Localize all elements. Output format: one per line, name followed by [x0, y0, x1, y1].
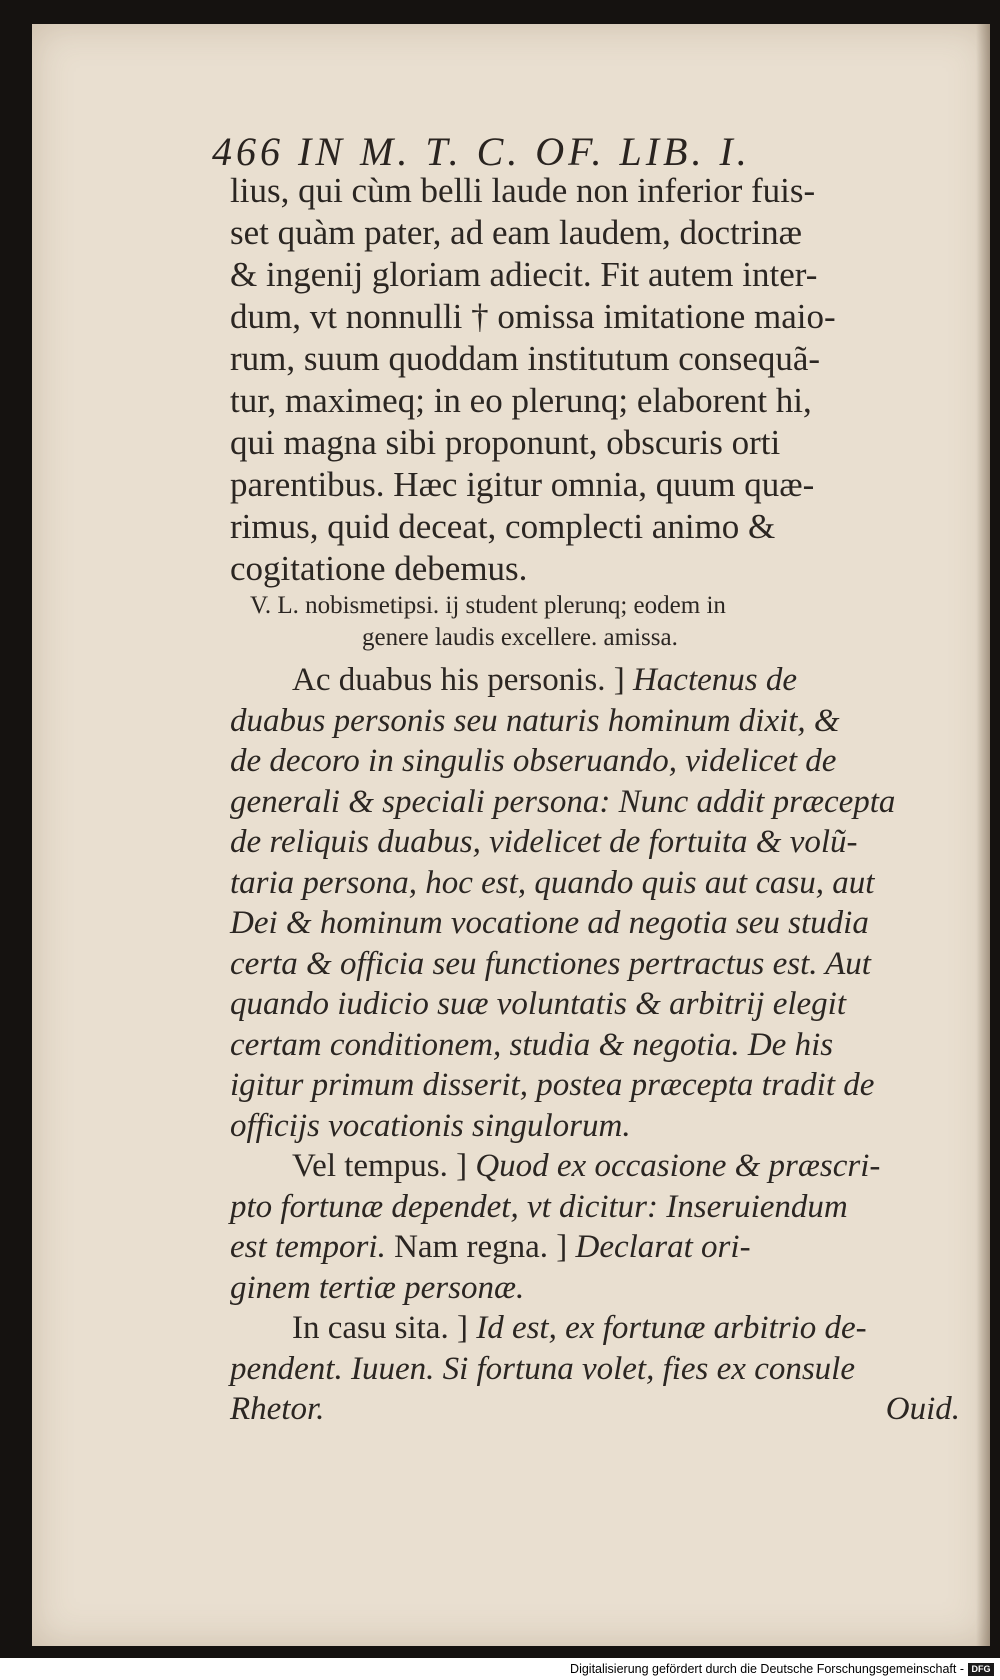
commentary-line: certam conditionem, studia & negotia. De his	[230, 1026, 834, 1063]
commentary-line: de reliquis duabus, videlicet de fortuita & volũ-	[230, 824, 858, 860]
gloss: Id est, ex fortunæ arbitrio de-	[467, 1310, 867, 1346]
commentary-line: ginem tertiæ personæ.	[230, 1269, 525, 1306]
variant-note: genere laudis excellere. amissa.	[362, 624, 678, 651]
lemma: In casu sita. ]	[292, 1310, 468, 1346]
commentary-line: igitur primum disserit, postea præcepta tradit de	[230, 1067, 875, 1103]
main-line: qui magna sibi proponunt, obscuris orti	[230, 423, 781, 462]
commentary-line: de decoro in singulis obseruando, videlicet de	[230, 743, 837, 779]
commentary-line: Dei & hominum vocatione ad negotia seu studia	[230, 905, 869, 941]
commentary-line	[292, 1308, 960, 1349]
commentary-line: generali & speciali persona: Nunc addit præcepta	[230, 783, 896, 820]
main-line: parentibus. Hæc igitur omnia, quum quæ-	[230, 465, 815, 504]
footer-text: Digitalisierung gefördert durch die Deutsche Forschungsgemeinschaft -	[570, 1662, 964, 1676]
lemma: Nam regna. ]	[385, 1229, 568, 1265]
gloss: Quod ex occasione & præscri-	[467, 1148, 881, 1184]
commentary-line	[230, 1227, 960, 1268]
main-line: set quàm pater, ad eam laudem, doctrinæ	[230, 213, 803, 252]
commentary-line: certa & officia seu functiones pertractus est. Aut	[230, 945, 871, 982]
commentary-line	[292, 1146, 960, 1187]
author-reference: Ouid.	[885, 1391, 960, 1427]
main-line: lius, qui cùm belli laude non inferior fuis-	[230, 171, 816, 210]
gloss: Declarat ori-	[567, 1229, 751, 1265]
main-line: dum, vt nonnulli † omissa imitatione maio-	[230, 297, 836, 336]
commentary-line	[230, 1389, 960, 1430]
main-line: & ingenij gloriam adiecit. Fit autem inter-	[230, 255, 818, 294]
dfg-logo-icon: DFG	[968, 1663, 994, 1676]
commentary-line: duabus personis seu naturis hominum dixit, &	[230, 702, 840, 739]
gloss: Rhetor.	[230, 1391, 325, 1427]
lemma: Vel tempus. ]	[292, 1148, 468, 1184]
lemma: Ac duabus his personis. ]	[292, 662, 625, 698]
main-line: tur, maximeq; in eo plerunq; elaborent hi,	[230, 381, 812, 420]
page-edge-shadow	[976, 24, 990, 1646]
commentary-line: taria persona, hoc est, quando quis aut casu, aut	[230, 864, 875, 901]
commentary-line: pendent. Iuuen. Si fortuna volet, fies ex consule	[230, 1350, 856, 1387]
commentary-line: quando iudicio suæ voluntatis & arbitrij elegit	[230, 986, 846, 1022]
commentary-line	[292, 660, 960, 701]
digitization-footer	[570, 1660, 994, 1678]
page-header: 466 IN M. T. C. OF. LIB. I.	[212, 129, 751, 174]
variant-note: V. L. nobismetipsi. ij student plerunq; eodem in	[250, 592, 726, 619]
main-line: cogitatione debemus.	[230, 549, 528, 588]
main-line: rum, suum quoddam institutum consequã-	[230, 339, 821, 378]
gloss: Hactenus de	[624, 662, 798, 698]
main-line: rimus, quid deceat, complecti animo &	[230, 507, 776, 546]
gloss: est tempori.	[230, 1229, 386, 1265]
commentary-line: pto fortunæ dependet, vt dicitur: Inseruiendum	[230, 1188, 848, 1225]
page-body	[230, 170, 960, 1430]
commentary-line: officijs vocationis singulorum.	[230, 1107, 631, 1144]
